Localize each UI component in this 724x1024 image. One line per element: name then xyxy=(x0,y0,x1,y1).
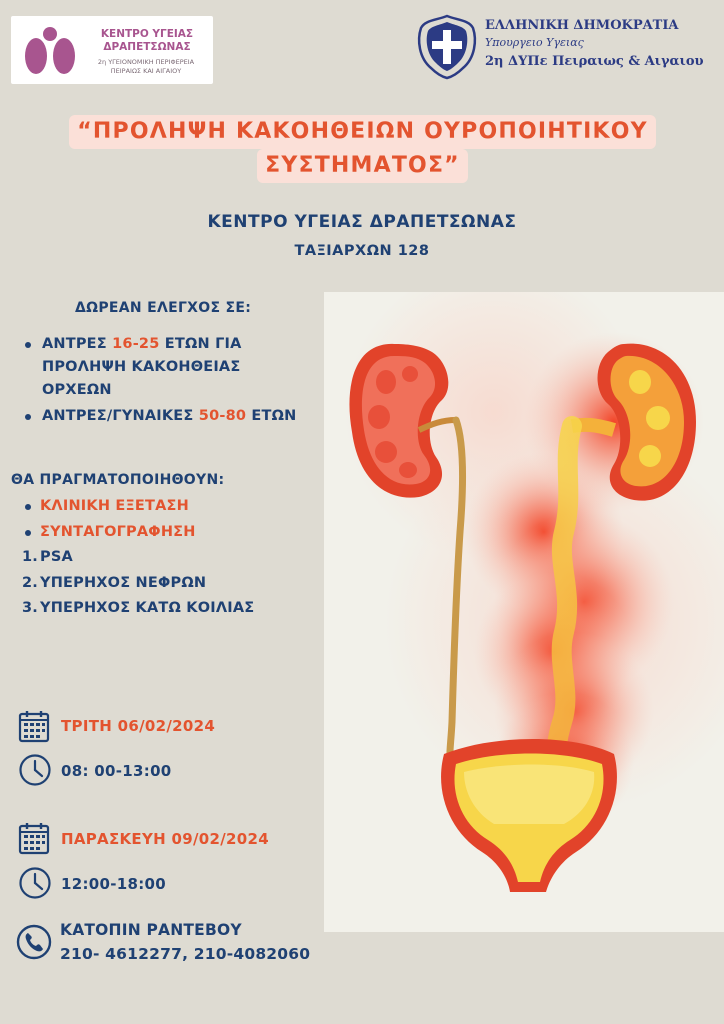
appointment-label: ΚΑΤΟΠΙΝ ΡΑΝΤΕΒΟΥ xyxy=(60,921,242,939)
list-number: 3. xyxy=(22,600,38,616)
list-number: 1. xyxy=(22,549,38,565)
item2-prefix: ΑΝΤΡΕΣ/ΓΥΝΑΙΚΕΣ xyxy=(42,408,194,424)
item2-suffix: ΕΤΩΝ xyxy=(251,408,297,424)
schedule-time-1: 08: 00-13:00 xyxy=(61,762,172,780)
health-center-name-line2: ΔΡΑΠΕΤΣΩΝΑΣ xyxy=(103,41,191,53)
page-title xyxy=(60,115,665,189)
health-region-line2: ΠΕΙΡΑΙΩΣ ΚΑΙ ΑΙΓΑΙΟΥ xyxy=(110,67,182,75)
free-checks-list xyxy=(22,333,332,431)
health-region-line1: 2η ΥΓΕΙΟΝΟΜΙΚΗ ΠΕΡΙΦΕΡΕΙΑ xyxy=(97,58,195,66)
procedures-list xyxy=(22,494,322,622)
schedule-date-2: ΠΑΡΑΣΚΕΥΗ 09/02/2024 xyxy=(61,830,269,848)
bullet-dot xyxy=(25,414,31,420)
title-line1: “ΠΡΟΛΗΨΗ ΚΑΚΟΗΘΕΙΩΝ ΟΥΡΟΠΟΙΗΤΙΚΟΥ xyxy=(69,115,655,149)
clock-icon xyxy=(18,753,52,787)
bullet-dot xyxy=(25,504,31,510)
health-region-name: 2η ΔΥΠε Πειραιως & Αιγαιου xyxy=(485,54,704,69)
list-item xyxy=(22,494,322,520)
kidney-illustration xyxy=(324,292,724,932)
center-name: ΚΕΝΤΡΟ ΥΓΕΙΑΣ ΔΡΑΠΕΤΣΩΝΑΣ xyxy=(207,212,517,232)
procedure-prescription: ΣΥΝΤΑΓΟΓΡΑΦΗΣΗ xyxy=(40,523,196,540)
list-number: 2. xyxy=(22,574,38,591)
item1-line2: ΠΡΟΛΗΨΗ ΚΑΚΟΗΘΕΙΑΣ xyxy=(42,359,241,375)
phone-icon xyxy=(16,924,52,960)
center-address: ΤΑΞΙΑΡΧΩΝ 128 xyxy=(294,243,430,259)
phone-numbers: 210- 4612277, 210-4082060 xyxy=(60,945,311,963)
ministry-name: Υπουργειο Υγειας xyxy=(485,36,584,49)
health-center-name xyxy=(91,28,203,54)
bullet-dot xyxy=(25,342,31,348)
health-center-name-line1: ΚΕΝΤΡΟ ΥΓΕΙΑΣ xyxy=(100,28,194,40)
republic-name: ΕΛΛΗΝΙΚΗ ΔΗΜΟΚΡΑΤΙΑ xyxy=(485,18,679,33)
procedure-kidney-ultrasound: ΥΠΕΡΗΧΟΣ ΝΕΦΡΩΝ xyxy=(40,574,207,591)
item1-prefix: ΑΝΤΡΕΣ xyxy=(42,336,107,352)
title-line2: ΣΥΣΤΗΜΑΤΟΣ” xyxy=(257,149,468,183)
health-region-subtitle xyxy=(81,58,211,76)
list-item xyxy=(22,520,322,546)
item1-age: 16-25 xyxy=(112,336,160,352)
procedure-abdominal-ultrasound: ΥΠΕΡΗΧΟΣ ΚΑΤΩ ΚΟΙΛΙΑΣ xyxy=(40,600,255,616)
urinary-system-illustration xyxy=(324,292,724,932)
health-center-logo xyxy=(11,16,213,84)
list-item xyxy=(22,596,322,622)
item2-age: 50-80 xyxy=(198,408,247,424)
list-item xyxy=(22,405,332,428)
bullet-dot xyxy=(25,530,31,536)
clock-icon xyxy=(18,866,52,900)
procedures-heading: ΘΑ ΠΡΑΓΜΑΤΟΠΟΙΗΘΟΥΝ: xyxy=(11,472,225,488)
coat-of-arms-icon xyxy=(415,14,479,80)
item1-line3: ΟΡΧΕΩΝ xyxy=(42,382,112,398)
list-item xyxy=(22,333,332,402)
calendar-icon xyxy=(18,821,50,855)
list-item xyxy=(22,545,322,571)
schedule-date-1: ΤΡΙΤΗ 06/02/2024 xyxy=(61,717,216,735)
calendar-icon xyxy=(18,709,50,743)
procedure-psa: PSA xyxy=(40,549,73,565)
procedure-clinical-exam: ΚΛΙΝΙΚΗ ΕΞΕΤΑΣΗ xyxy=(40,498,189,514)
free-checks-heading: ΔΩΡΕΑΝ ΕΛΕΓΧΟΣ ΣΕ: xyxy=(75,300,252,316)
list-item xyxy=(22,571,322,597)
contact-info xyxy=(60,918,310,966)
schedule-time-2: 12:00-18:00 xyxy=(61,875,167,893)
item1-rest: ΕΤΩΝ ΓΙΑ xyxy=(164,336,242,352)
ministry-logo xyxy=(413,14,713,86)
health-center-logo-icon xyxy=(19,26,81,76)
